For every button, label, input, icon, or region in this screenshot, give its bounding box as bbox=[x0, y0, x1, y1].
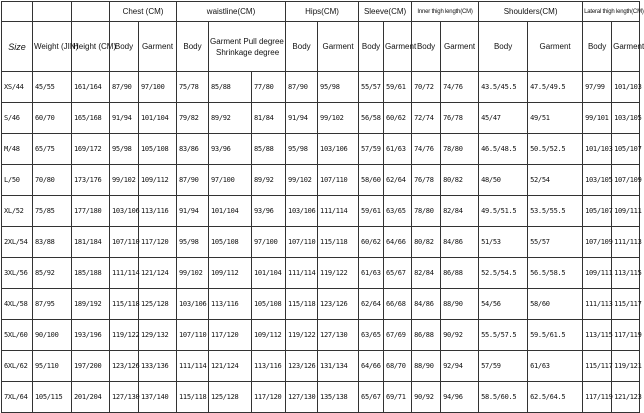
table-cell: 91/94 bbox=[177, 196, 209, 227]
table-cell: 103/106 bbox=[318, 134, 359, 165]
size-cell: XS/44 bbox=[2, 72, 33, 103]
table-cell: 92/94 bbox=[441, 351, 479, 382]
table-cell: 89/92 bbox=[252, 165, 286, 196]
table-cell: 61/63 bbox=[359, 258, 384, 289]
table-cell: 111/114 bbox=[286, 258, 318, 289]
table-cell: 123/126 bbox=[286, 351, 318, 382]
table-cell: 55/57 bbox=[528, 227, 583, 258]
shoulders-body-header: Body bbox=[479, 22, 528, 72]
table-cell: 84/86 bbox=[412, 289, 441, 320]
table-cell: 165/168 bbox=[72, 103, 110, 134]
table-cell: 105/115 bbox=[33, 382, 72, 413]
table-cell: 131/134 bbox=[318, 351, 359, 382]
table-cell: 103/105 bbox=[583, 165, 612, 196]
table-cell: 58.5/60.5 bbox=[479, 382, 528, 413]
size-chart-table bbox=[1, 1, 644, 413]
table-cell: 123/126 bbox=[318, 289, 359, 320]
table-cell: 52/54 bbox=[528, 165, 583, 196]
table-cell: 113/115 bbox=[583, 320, 612, 351]
table-cell: 117/120 bbox=[209, 320, 252, 351]
table-cell: 84/86 bbox=[441, 227, 479, 258]
hips-garment-header: Garment bbox=[318, 22, 359, 72]
table-cell: 93/96 bbox=[252, 196, 286, 227]
table-cell: 52.5/54.5 bbox=[479, 258, 528, 289]
table-cell: 60/70 bbox=[33, 103, 72, 134]
table-cell: 109/112 bbox=[139, 165, 177, 196]
table-cell: 105/107 bbox=[612, 134, 640, 165]
size-cell: XL/52 bbox=[2, 196, 33, 227]
table-row bbox=[2, 289, 640, 320]
size-cell: 2XL/54 bbox=[2, 227, 33, 258]
table-cell: 117/120 bbox=[252, 382, 286, 413]
table-cell: 113/115 bbox=[612, 258, 640, 289]
table-cell: 127/130 bbox=[110, 382, 139, 413]
table-cell: 56/58 bbox=[359, 103, 384, 134]
chest-body-header: Body bbox=[110, 22, 139, 72]
table-cell: 101/103 bbox=[583, 134, 612, 165]
table-cell: 115/118 bbox=[318, 227, 359, 258]
group-lateral-thigh: Lateral thigh length(CM) bbox=[583, 2, 640, 22]
table-cell: 95/98 bbox=[286, 134, 318, 165]
table-cell: 97/100 bbox=[209, 165, 252, 196]
table-cell: 99/102 bbox=[318, 103, 359, 134]
table-cell: 111/113 bbox=[612, 227, 640, 258]
group-waistline: waistline(CM) bbox=[177, 2, 286, 22]
table-cell: 99/101 bbox=[583, 103, 612, 134]
group-inner-thigh: Inner thigh length(CM) bbox=[412, 2, 479, 22]
height-header: Height (CM) bbox=[72, 22, 110, 72]
table-cell: 119/122 bbox=[110, 320, 139, 351]
inner-garment-header: Garment bbox=[441, 22, 479, 72]
table-cell: 103/106 bbox=[177, 289, 209, 320]
table-cell: 111/113 bbox=[583, 289, 612, 320]
table-cell: 103/106 bbox=[286, 196, 318, 227]
table-cell: 94/96 bbox=[441, 382, 479, 413]
table-row bbox=[2, 103, 640, 134]
table-cell: 78/80 bbox=[441, 134, 479, 165]
table-cell: 47.5/49.5 bbox=[528, 72, 583, 103]
table-cell: 99/102 bbox=[177, 258, 209, 289]
table-row bbox=[2, 227, 640, 258]
table-cell: 113/116 bbox=[252, 351, 286, 382]
lateral-garment-header: Garment bbox=[612, 22, 640, 72]
waist-body-header: Body bbox=[177, 22, 209, 72]
table-cell: 107/110 bbox=[177, 320, 209, 351]
table-cell: 55/57 bbox=[359, 72, 384, 103]
table-cell: 59/61 bbox=[359, 196, 384, 227]
table-cell: 113/116 bbox=[209, 289, 252, 320]
table-cell: 109/112 bbox=[209, 258, 252, 289]
table-cell: 185/188 bbox=[72, 258, 110, 289]
table-row bbox=[2, 320, 640, 351]
table-cell: 90/92 bbox=[412, 382, 441, 413]
table-cell: 95/110 bbox=[33, 351, 72, 382]
table-cell: 97/100 bbox=[252, 227, 286, 258]
table-cell: 66/68 bbox=[384, 289, 412, 320]
table-cell: 67/69 bbox=[384, 320, 412, 351]
table-cell: 79/82 bbox=[177, 103, 209, 134]
lateral-body-header: Body bbox=[583, 22, 612, 72]
table-cell: 105/108 bbox=[209, 227, 252, 258]
sleeve-garment-header: Garment bbox=[384, 22, 412, 72]
table-cell: 85/92 bbox=[33, 258, 72, 289]
table-cell: 105/108 bbox=[139, 134, 177, 165]
table-cell: 135/138 bbox=[318, 382, 359, 413]
table-cell: 107/110 bbox=[286, 227, 318, 258]
size-cell: 6XL/62 bbox=[2, 351, 33, 382]
table-cell: 78/80 bbox=[412, 196, 441, 227]
table-cell: 119/122 bbox=[286, 320, 318, 351]
table-cell: 90/92 bbox=[441, 320, 479, 351]
table-cell: 54/56 bbox=[479, 289, 528, 320]
table-cell: 69/71 bbox=[384, 382, 412, 413]
table-cell: 111/114 bbox=[318, 196, 359, 227]
size-cell: 5XL/60 bbox=[2, 320, 33, 351]
table-cell: 68/70 bbox=[384, 351, 412, 382]
table-cell: 59.5/61.5 bbox=[528, 320, 583, 351]
table-cell: 95/98 bbox=[318, 72, 359, 103]
table-cell: 107/109 bbox=[583, 227, 612, 258]
table-row bbox=[2, 72, 640, 103]
table-cell: 76/78 bbox=[412, 165, 441, 196]
table-cell: 65/67 bbox=[384, 258, 412, 289]
table-cell: 103/105 bbox=[612, 103, 640, 134]
table-cell: 76/78 bbox=[441, 103, 479, 134]
table-cell: 50.5/52.5 bbox=[528, 134, 583, 165]
table-cell: 193/196 bbox=[72, 320, 110, 351]
size-cell: 3XL/56 bbox=[2, 258, 33, 289]
table-cell: 173/176 bbox=[72, 165, 110, 196]
table-cell: 90/100 bbox=[33, 320, 72, 351]
table-cell: 62.5/64.5 bbox=[528, 382, 583, 413]
table-cell: 74/76 bbox=[441, 72, 479, 103]
table-cell: 91/94 bbox=[110, 103, 139, 134]
table-cell: 49.5/51.5 bbox=[479, 196, 528, 227]
corner-cell bbox=[2, 2, 33, 22]
table-row bbox=[2, 165, 640, 196]
table-cell: 87/90 bbox=[286, 72, 318, 103]
size-cell: M/48 bbox=[2, 134, 33, 165]
table-cell: 59/61 bbox=[384, 72, 412, 103]
table-cell: 101/104 bbox=[252, 258, 286, 289]
table-cell: 105/107 bbox=[583, 196, 612, 227]
table-cell: 181/184 bbox=[72, 227, 110, 258]
table-cell: 169/172 bbox=[72, 134, 110, 165]
group-header-row bbox=[2, 2, 640, 22]
group-shoulders: Shoulders(CM) bbox=[479, 2, 583, 22]
chest-garment-header: Garment bbox=[139, 22, 177, 72]
table-cell: 45/55 bbox=[33, 72, 72, 103]
table-cell: 107/109 bbox=[612, 165, 640, 196]
table-cell: 101/104 bbox=[139, 103, 177, 134]
table-cell: 123/126 bbox=[110, 351, 139, 382]
table-cell: 51/53 bbox=[479, 227, 528, 258]
table-cell: 86/88 bbox=[441, 258, 479, 289]
table-cell: 82/84 bbox=[412, 258, 441, 289]
table-cell: 91/94 bbox=[286, 103, 318, 134]
table-cell: 77/80 bbox=[252, 72, 286, 103]
table-cell: 46.5/48.5 bbox=[479, 134, 528, 165]
size-header: Size bbox=[2, 22, 33, 72]
table-cell: 83/86 bbox=[177, 134, 209, 165]
weight-header: Weight (JIN) bbox=[33, 22, 72, 72]
table-cell: 89/92 bbox=[209, 103, 252, 134]
table-cell: 101/104 bbox=[209, 196, 252, 227]
table-cell: 57/59 bbox=[479, 351, 528, 382]
waist-garment-header bbox=[209, 22, 286, 72]
table-cell: 64/66 bbox=[384, 227, 412, 258]
corner-cell bbox=[72, 2, 110, 22]
table-cell: 61/63 bbox=[384, 134, 412, 165]
table-row bbox=[2, 351, 640, 382]
table-cell: 129/132 bbox=[139, 320, 177, 351]
table-cell: 70/80 bbox=[33, 165, 72, 196]
table-cell: 83/88 bbox=[33, 227, 72, 258]
shoulders-garment-header: Garment bbox=[528, 22, 583, 72]
table-cell: 65/67 bbox=[359, 382, 384, 413]
table-cell: 88/90 bbox=[441, 289, 479, 320]
table-cell: 57/59 bbox=[359, 134, 384, 165]
table-cell: 119/121 bbox=[612, 351, 640, 382]
table-cell: 99/102 bbox=[110, 165, 139, 196]
table-cell: 127/130 bbox=[286, 382, 318, 413]
table-cell: 95/98 bbox=[177, 227, 209, 258]
garment-pull-label: Garment Pull degree bbox=[210, 36, 284, 46]
group-sleeve: Sleeve(CM) bbox=[359, 2, 412, 22]
table-cell: 75/78 bbox=[177, 72, 209, 103]
table-cell: 55.5/57.5 bbox=[479, 320, 528, 351]
table-cell: 125/128 bbox=[139, 289, 177, 320]
table-cell: 197/200 bbox=[72, 351, 110, 382]
table-cell: 87/90 bbox=[110, 72, 139, 103]
sub-header-row bbox=[2, 22, 640, 72]
table-cell: 111/114 bbox=[110, 258, 139, 289]
table-cell: 99/102 bbox=[286, 165, 318, 196]
table-cell: 88/90 bbox=[412, 351, 441, 382]
table-row bbox=[2, 382, 640, 413]
table-cell: 97/100 bbox=[139, 72, 177, 103]
table-cell: 53.5/55.5 bbox=[528, 196, 583, 227]
size-cell: 4XL/58 bbox=[2, 289, 33, 320]
table-row bbox=[2, 196, 640, 227]
group-chest: Chest (CM) bbox=[110, 2, 177, 22]
table-cell: 62/64 bbox=[359, 289, 384, 320]
hips-body-header: Body bbox=[286, 22, 318, 72]
table-cell: 49/51 bbox=[528, 103, 583, 134]
table-cell: 115/118 bbox=[286, 289, 318, 320]
table-cell: 115/118 bbox=[177, 382, 209, 413]
table-cell: 75/85 bbox=[33, 196, 72, 227]
table-cell: 103/106 bbox=[110, 196, 139, 227]
table-cell: 48/50 bbox=[479, 165, 528, 196]
table-cell: 64/66 bbox=[359, 351, 384, 382]
table-cell: 117/120 bbox=[139, 227, 177, 258]
table-cell: 121/124 bbox=[209, 351, 252, 382]
table-cell: 161/164 bbox=[72, 72, 110, 103]
table-cell: 121/123 bbox=[612, 382, 640, 413]
table-cell: 101/103 bbox=[612, 72, 640, 103]
table-cell: 121/124 bbox=[139, 258, 177, 289]
table-cell: 115/118 bbox=[110, 289, 139, 320]
size-cell: S/46 bbox=[2, 103, 33, 134]
table-cell: 56.5/58.5 bbox=[528, 258, 583, 289]
table-cell: 86/88 bbox=[412, 320, 441, 351]
table-row bbox=[2, 134, 640, 165]
table-cell: 109/111 bbox=[583, 258, 612, 289]
table-cell: 133/136 bbox=[139, 351, 177, 382]
table-cell: 177/180 bbox=[72, 196, 110, 227]
table-cell: 87/95 bbox=[33, 289, 72, 320]
table-cell: 119/122 bbox=[318, 258, 359, 289]
table-cell: 127/130 bbox=[318, 320, 359, 351]
table-cell: 63/65 bbox=[384, 196, 412, 227]
table-cell: 109/112 bbox=[252, 320, 286, 351]
table-cell: 107/110 bbox=[318, 165, 359, 196]
table-cell: 63/65 bbox=[359, 320, 384, 351]
table-cell: 137/140 bbox=[139, 382, 177, 413]
table-cell: 115/117 bbox=[583, 351, 612, 382]
corner-cell bbox=[33, 2, 72, 22]
sleeve-body-header: Body bbox=[359, 22, 384, 72]
table-row bbox=[2, 258, 640, 289]
table-cell: 60/62 bbox=[359, 227, 384, 258]
table-cell: 72/74 bbox=[412, 103, 441, 134]
table-cell: 60/62 bbox=[384, 103, 412, 134]
inner-body-header: Body bbox=[412, 22, 441, 72]
group-hips: Hips(CM) bbox=[286, 2, 359, 22]
table-cell: 87/90 bbox=[177, 165, 209, 196]
table-cell: 107/110 bbox=[110, 227, 139, 258]
table-cell: 70/72 bbox=[412, 72, 441, 103]
table-cell: 111/114 bbox=[177, 351, 209, 382]
table-cell: 117/119 bbox=[583, 382, 612, 413]
table-cell: 62/64 bbox=[384, 165, 412, 196]
table-cell: 61/63 bbox=[528, 351, 583, 382]
table-cell: 115/117 bbox=[612, 289, 640, 320]
table-cell: 117/119 bbox=[612, 320, 640, 351]
table-cell: 45/47 bbox=[479, 103, 528, 134]
table-cell: 82/84 bbox=[441, 196, 479, 227]
table-cell: 125/128 bbox=[209, 382, 252, 413]
table-cell: 97/99 bbox=[583, 72, 612, 103]
table-cell: 58/60 bbox=[359, 165, 384, 196]
table-cell: 74/76 bbox=[412, 134, 441, 165]
table-cell: 80/82 bbox=[441, 165, 479, 196]
table-cell: 65/75 bbox=[33, 134, 72, 165]
size-cell: L/50 bbox=[2, 165, 33, 196]
table-cell: 93/96 bbox=[209, 134, 252, 165]
table-cell: 43.5/45.5 bbox=[479, 72, 528, 103]
table-cell: 201/204 bbox=[72, 382, 110, 413]
table-cell: 109/111 bbox=[612, 196, 640, 227]
table-cell: 105/108 bbox=[252, 289, 286, 320]
table-cell: 58/60 bbox=[528, 289, 583, 320]
table-cell: 80/82 bbox=[412, 227, 441, 258]
size-chart-body bbox=[2, 2, 644, 413]
size-cell: 7XL/64 bbox=[2, 382, 33, 413]
table-cell: 113/116 bbox=[139, 196, 177, 227]
table-cell: 85/88 bbox=[209, 72, 252, 103]
shrinkage-label: Shrinkage degree bbox=[216, 47, 280, 57]
table-cell: 81/84 bbox=[252, 103, 286, 134]
table-cell: 95/98 bbox=[110, 134, 139, 165]
table-cell: 85/88 bbox=[252, 134, 286, 165]
table-cell: 189/192 bbox=[72, 289, 110, 320]
